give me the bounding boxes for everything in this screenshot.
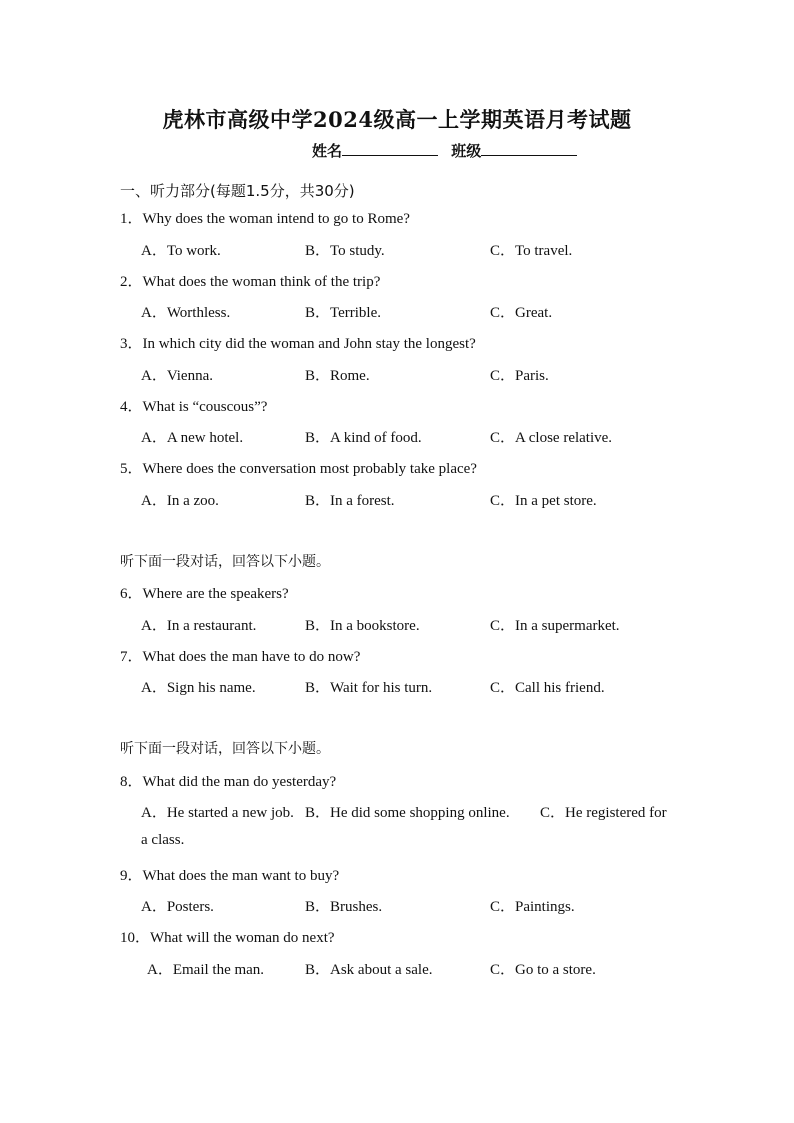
question-2: 2．What does the woman think of the trip? xyxy=(120,274,381,290)
q4-option-a: A．A new hotel. xyxy=(141,430,244,446)
dialogue-instruction-1: 听下面一段对话，回答以下小题。 xyxy=(120,554,330,570)
q8-option-c: C．He registered for xyxy=(540,805,667,821)
exam-title: 虎林市高级中学2024级高一上学期英语月考试题 xyxy=(162,107,632,132)
question-9: 9．What does the man want to buy? xyxy=(120,868,340,884)
name-blank[interactable] xyxy=(342,141,438,156)
q5-option-b: B．In a forest. xyxy=(305,493,395,509)
q10-option-c: C．Go to a store. xyxy=(490,962,596,978)
q1-option-a: A．To work. xyxy=(141,243,221,259)
q10-option-a: A．Email the man. xyxy=(147,962,265,978)
q8-option-b: B．He did some shopping online. xyxy=(305,805,510,821)
q8-option-c-continued: a class. xyxy=(141,832,185,848)
q7-option-b: B．Wait for his turn. xyxy=(305,680,433,696)
q9-option-a: A．Posters. xyxy=(141,899,214,915)
question-3: 3．In which city did the woman and John stay the longest? xyxy=(120,336,476,352)
section-heading: 一、听力部分(每题1.5分，共30分) xyxy=(120,182,355,200)
q5-option-c: C．In a pet store. xyxy=(490,493,597,509)
q4-option-c: C．A close relative. xyxy=(490,430,613,446)
q10-option-b: B．Ask about a sale. xyxy=(305,962,433,978)
q7-option-a: A．Sign his name. xyxy=(141,680,256,696)
q6-option-a: A．In a restaurant. xyxy=(141,618,257,634)
q9-option-b: B．Brushes. xyxy=(305,899,383,915)
question-8: 8．What did the man do yesterday? xyxy=(120,774,337,790)
q3-option-a: A．Vienna. xyxy=(141,368,213,384)
question-4: 4．What is “couscous”? xyxy=(120,399,268,415)
dialogue-instruction-2: 听下面一段对话，回答以下小题。 xyxy=(120,741,330,757)
class-label: 班级 xyxy=(451,142,482,160)
q7-option-c: C．Call his friend. xyxy=(490,680,605,696)
q1-option-c: C．To travel. xyxy=(490,243,573,259)
class-blank[interactable] xyxy=(481,141,577,156)
q3-option-b: B．Rome. xyxy=(305,368,370,384)
question-10: 10．What will the woman do next? xyxy=(120,930,335,946)
name-label: 姓名 xyxy=(312,142,343,160)
question-5: 5．Where does the conversation most probably take place? xyxy=(120,461,477,477)
q6-option-c: C．In a supermarket. xyxy=(490,618,620,634)
student-info xyxy=(312,140,585,161)
q2-option-c: C．Great. xyxy=(490,305,553,321)
q6-option-b: B．In a bookstore. xyxy=(305,618,420,634)
question-1: 1．Why does the woman intend to go to Rome? xyxy=(120,211,410,227)
q9-option-c: C．Paintings. xyxy=(490,899,575,915)
question-7: 7．What does the man have to do now? xyxy=(120,649,361,665)
q5-option-a: A．In a zoo. xyxy=(141,493,219,509)
question-6: 6．Where are the speakers? xyxy=(120,586,289,602)
q3-option-c: C．Paris. xyxy=(490,368,549,384)
q4-option-b: B．A kind of food. xyxy=(305,430,422,446)
q2-option-b: B．Terrible. xyxy=(305,305,382,321)
q2-option-a: A．Worthless. xyxy=(141,305,231,321)
q8-option-a: A．He started a new job. xyxy=(141,805,294,821)
q1-option-b: B．To study. xyxy=(305,243,385,259)
